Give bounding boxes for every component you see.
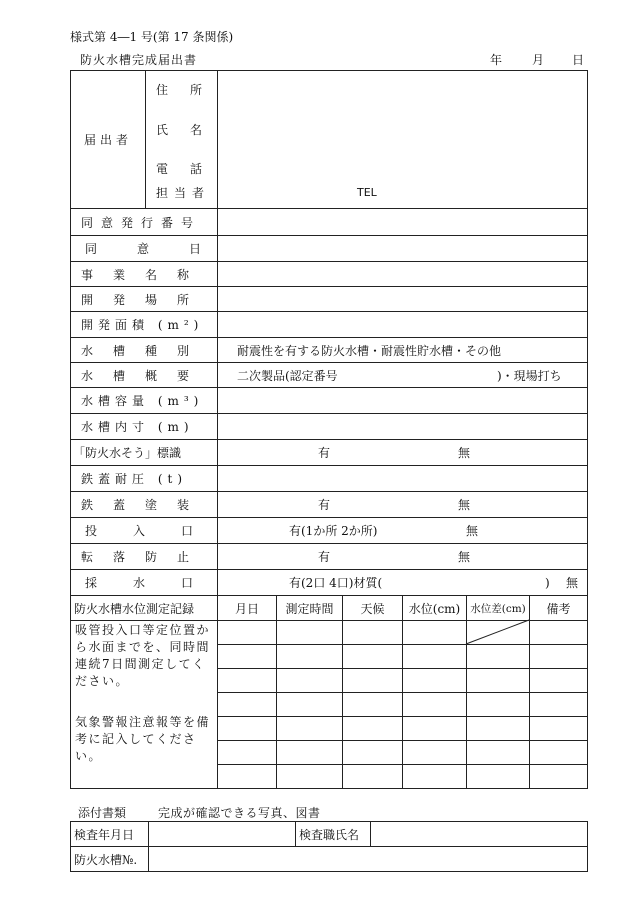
fall-prevention-yes: 有 [318,550,331,564]
form-code: 様式第 4―1 号(第 17 条関係) [70,30,234,44]
col-weather: 天候 [360,601,385,616]
attachments-value: 完成が確認できる写真、図書 [158,806,321,820]
row-label-tank-dimensions: 水槽内寸 (m) [81,420,194,434]
row-label-tank-type: 水槽種別 [81,343,210,358]
row-label-tank-capacity: 水槽容量 (m³) [81,394,204,408]
person-label [150,183,212,201]
address-label [150,80,225,98]
address-label-text: 住所 [156,82,225,97]
tel-label: TEL [357,185,377,199]
diagonal-slash [466,620,529,644]
name-label-text: 氏名 [156,122,225,137]
date-month: 月 [532,53,545,67]
inlet-no: 無 [466,524,479,538]
date-day: 日 [572,53,585,67]
measurement-note-2: 気象警報注意報等を備考に記入してください。 [75,715,211,763]
row-label-consent-number: 同意発行番号 [81,215,202,230]
person-label-text: 担当者 [156,185,211,200]
tank-type-value: 耐震性を有する防火水槽・耐震性貯水槽・その他 [237,343,502,358]
row-label-consent-date: 同意日 [85,242,242,256]
col-date: 月日 [234,601,259,616]
row-label-inlet: 投入口 [85,524,230,538]
row-label-lid-painting: 鉄蓋塗装 [81,498,210,512]
col-water-level: 水位(cm) [408,601,461,616]
row-label-water-intake: 採水口 [85,576,230,590]
col-remarks: 備考 [546,601,571,616]
water-intake-close: ) [545,575,550,590]
form-title: 防火水槽完成届出書 [80,53,198,67]
row-label-development-area: 開発面積 (m²) [81,318,204,332]
phone-label-text: 電話 [156,161,225,176]
col-level-diff: 水位差(cm) [470,602,526,615]
measurement-label: 防火水槽水位測定記録 [74,601,195,616]
inlet-yes: 有(1か所 2か所) [289,524,378,538]
row-label-project-name: 事業名称 [81,267,210,282]
tank-overview-value: 二次製品(認定番号 [237,368,338,383]
lid-painting-yes: 有 [318,498,331,512]
applicant-group-label: 届出者 [83,133,132,147]
col-time: 測定時間 [285,601,334,616]
water-intake-yes: 有(2口 4口)材質( [289,576,383,590]
name-label [150,120,225,138]
date-year: 年 [490,53,503,67]
lid-painting-no: 無 [458,498,471,512]
fall-prevention-no: 無 [458,550,471,564]
measurement-note-1: 吸管投入口等定位置から水面までを、同時間連続7日間測定してください。 [75,623,211,688]
tank-overview-value-end: )・現場打ち [497,368,562,383]
tank-number-label: 防火水槽№. [74,852,138,867]
row-label-sign: 「防火水そう」標識 [73,446,182,460]
inspection-date-label: 検査年月日 [74,827,135,842]
water-intake-no: 無 [566,576,579,590]
row-label-tank-overview: 水槽概要 [81,368,210,383]
sign-yes: 有 [318,446,331,460]
row-label-development-site: 開発場所 [81,292,210,307]
attachments-label: 添付書類 [78,806,127,820]
inspector-name-label: 検査職氏名 [299,827,360,842]
row-label-lid-pressure: 鉄蓋耐圧 (t) [81,472,188,486]
sign-no: 無 [458,446,471,460]
row-label-fall-prevention: 転落防止 [81,550,210,564]
phone-label [150,159,225,177]
